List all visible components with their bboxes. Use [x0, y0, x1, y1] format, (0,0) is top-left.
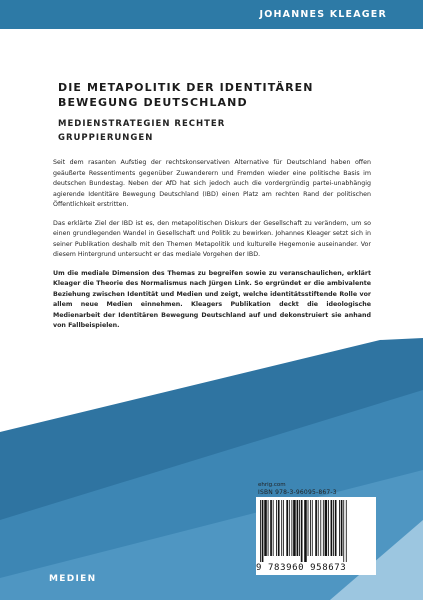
series-label: MEDIEN [49, 574, 97, 584]
blurb-paragraph-3: Um die mediale Dimension des Themas zu begreifen sowie zu veranschaulichen, erklärt Kleager die Theorie des Normalismus nach Jürgen Link. So ergründet er die ambivalente Beziehung zwischen Identität und Medien und zeigt, welche identitätsstiftende Rolle vor allem neue Medien einnehmen. Kleagers Publikation deckt die ideologische Medienarbeit der Identitären Bewegung Deutschland auf und dekonstruiert sie anhand von Fallbeispielen. [53, 269, 371, 329]
book-title-line-2: BEWEGUNG DEUTSCHLAND [58, 96, 248, 109]
blurb-paragraph-1: Seit dem rasanten Aufstieg der rechtskonservativen Alternative für Deutschland haben offen geäußerte Ressentiments gegenüber Zuwanderern und Fremden wieder eine politische Basis im deutschen Bundestag. Neben der AfD hat sich jedoch auch die vordergründig partei-unabhängig agierende Identitäre Bewegung Deutschland (IBD) einen Platz am rechten Rand der politischen Öffentlichkeit erstritten. [53, 159, 371, 208]
author-name: JOHANNES KLEAGER [259, 9, 387, 20]
book-title-line-1: DIE METAPOLITIK DER IDENTITÄREN [58, 81, 314, 94]
book-subtitle-line-2: GRUPPIERUNGEN [58, 132, 154, 143]
blurb-text [53, 158, 371, 340]
isbn-label: ISBN 978-3-96095-867-3 [258, 489, 337, 496]
book-subtitle [58, 118, 268, 145]
blurb-paragraph-2: Das erklärte Ziel der IBD ist es, den metapolitischen Diskurs der Gesellschaft zu verändern, um so einen grundlegenden Wandel in Gesellschaft und Politik zu bewirken. Johannes Kleager setzt sich in seiner Publikation deshalb mit den Themen Metapolitik und kulturelle Hegemonie auseinander. Vor diesem Hintergrund untersucht er das mediale Vorgehen der IBD. [53, 219, 371, 258]
top-bar [0, 0, 423, 29]
barcode-icon [258, 500, 374, 562]
publisher-url: ehrig.com [258, 482, 286, 488]
book-subtitle-line-1: MEDIENSTRATEGIEN RECHTER [58, 119, 226, 129]
barcode-digits: 9 783960 958673 [256, 563, 347, 573]
book-title [58, 80, 378, 110]
